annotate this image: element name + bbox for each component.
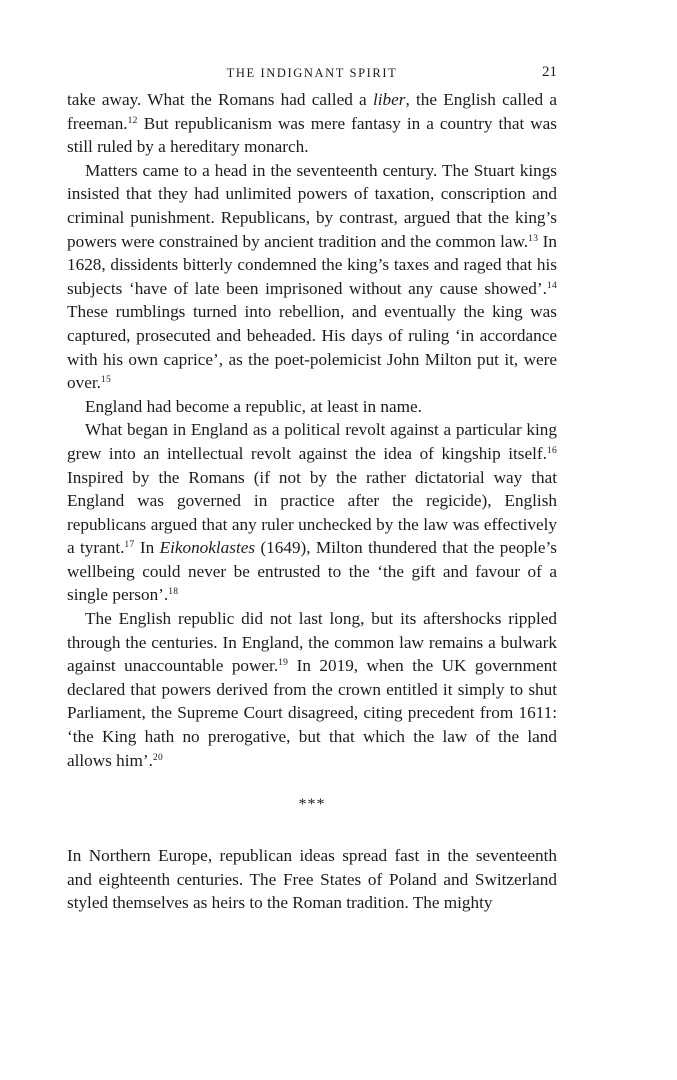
text-run: But republicanism was mere fantasy in a country that was still ruled by a hereditary monarch. [67,113,557,157]
footnote-ref-13: 13 [528,233,539,244]
footnote-ref-17: 17 [124,540,135,551]
italic-title: Eikonoklastes [159,538,256,558]
paragraph-4 [67,418,557,607]
text-run: These rumblings turned into rebellion, and eventually the king was captured, prosecuted and beheaded. His days of ruling ‘in accordance with his own caprice’, as the poet-polemicist John Milton put it, were over. [67,302,557,393]
paragraph-6 [67,844,557,915]
paragraph-2 [67,159,557,395]
paragraph-3 [67,395,557,419]
running-title: THE INDIGNANT SPIRIT [226,66,398,80]
book-page [67,62,557,915]
text-run: take away. What the Romans had called a [67,90,373,109]
footnote-ref-14: 14 [546,280,557,291]
footnote-ref-12: 12 [127,115,138,126]
text-run: What began in England as a political revolt against a particular king grew into an intellectual revolt against the idea of kingship itself. [67,420,557,463]
text-run: The English republic did not last long, but its aftershocks rippled through the centuries. In England, the common law remains a bulwark against unaccountable power. [67,609,557,676]
footnote-ref-19: 19 [278,658,289,669]
body-text [67,88,557,915]
italic-term: liber [372,90,406,109]
paragraph-1 [67,88,557,159]
text-run: In [134,538,160,558]
text-run: In 1628, dissidents bitterly condemned the king’s taxes and raged that his subjects ‘have of late been imprisoned without any cause showed’. [67,231,557,298]
running-head [67,62,557,88]
footnote-ref-16: 16 [546,445,557,456]
text-run: England had become a republic, at least in name. [85,396,422,416]
text-run: (1649), Milton thundered that the people’s wellbeing could never be entrusted to the ‘the gift and favour of a single person’. [67,538,557,605]
text-run: In 2019, when the UK government declared that powers derived from the crown entitled it simply to shut Parliament, the Supreme Court disagreed, citing precedent from 1611: ‘the King hath no prerogative, but that which the law of the land allows him’. [67,656,557,770]
section-break: *** [298,796,326,814]
page-number: 21 [542,64,557,80]
paragraph-5 [67,607,557,772]
text-run: Inspired by the Romans (if not by the rather dictatorial way that England was governed in practice after the regicide), English republicans argued that any ruler unchecked by the law was effectively a tyrant. [67,467,557,558]
footnote-ref-20: 20 [152,752,164,763]
text-run: Matters came to a head in the seventeenth century. The Stuart kings insisted that they had unlimited powers of taxation, conscription and criminal punishment. Republicans, by contrast, argued that the king’s powers were constrained by ancient tradition and the common law. [67,160,557,251]
text-run: In Northern Europe, republican ideas spread fast in the seventeenth and eighteenth centuries. The Free States of Poland and Switzerland styled themselves as heirs to the Roman tradition. The mighty [67,846,557,913]
text-run: , the English called a freeman. [67,90,557,133]
footnote-ref-18: 18 [168,587,179,598]
footnote-ref-15: 15 [100,375,111,386]
